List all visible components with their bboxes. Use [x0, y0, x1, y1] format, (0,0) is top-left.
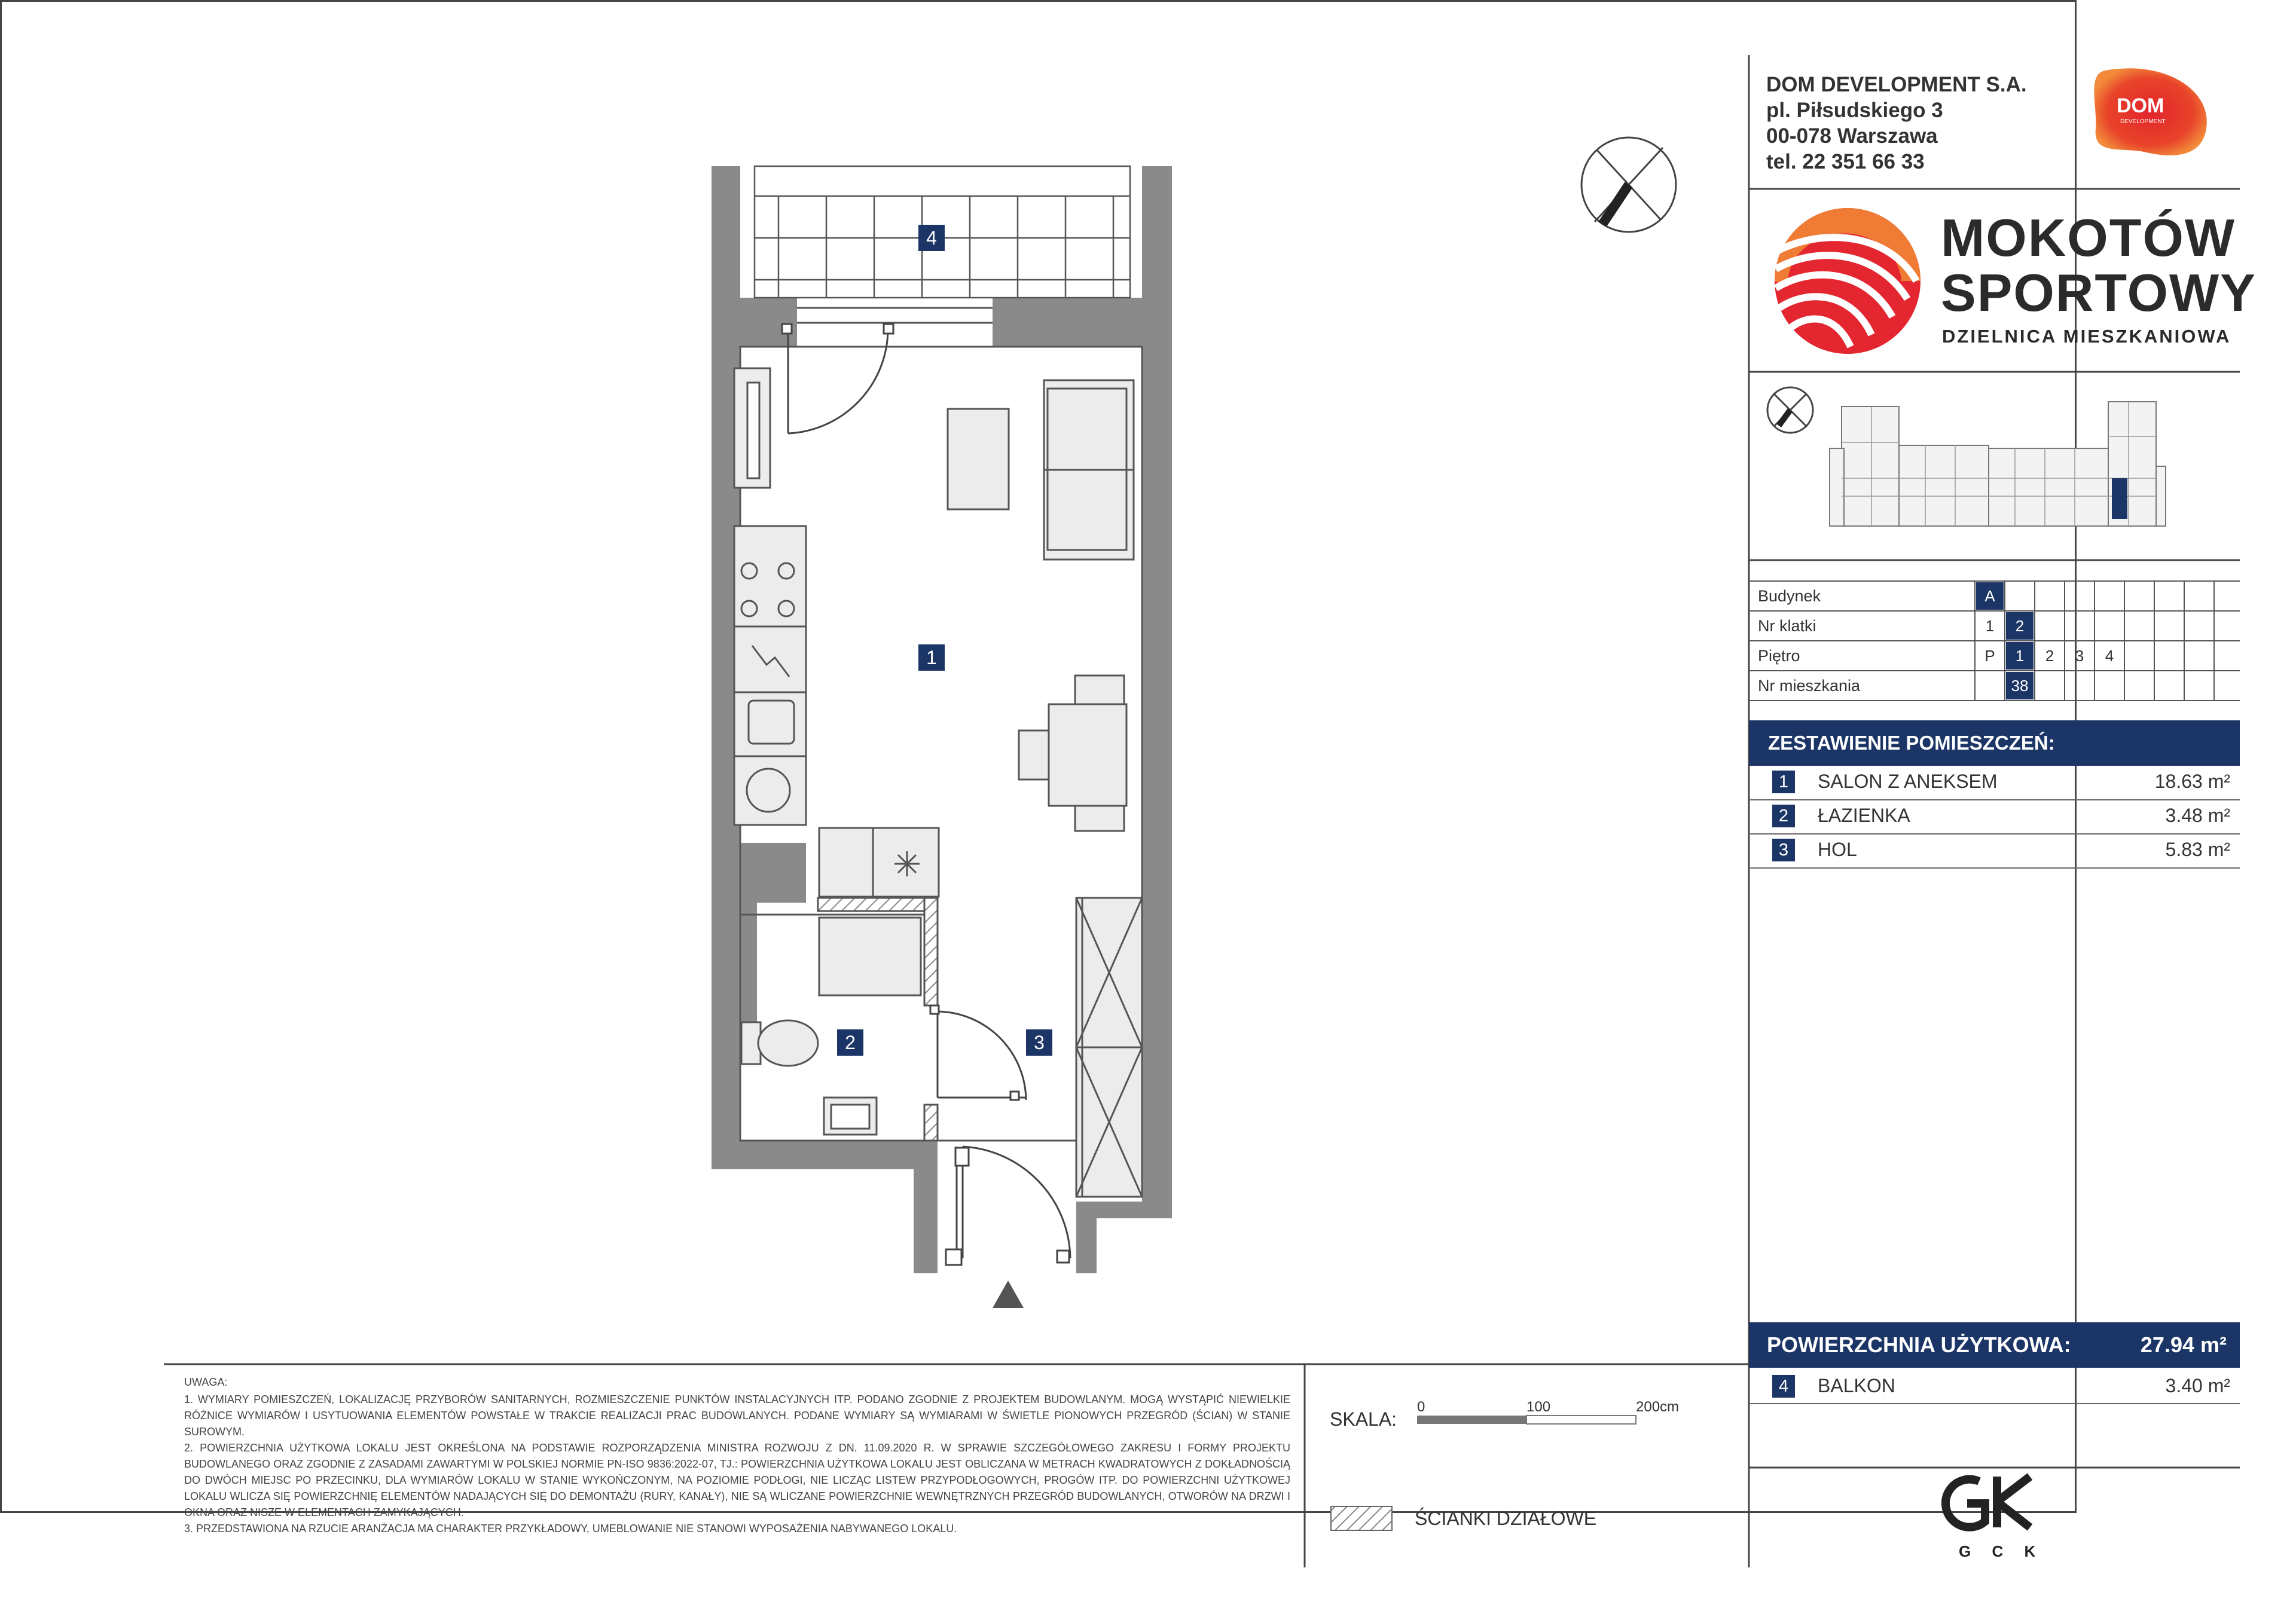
- partition-wall-swatch: [1331, 1506, 1392, 1530]
- balcony-number: 4: [1772, 1375, 1795, 1398]
- dom-logo-text: DOM: [2117, 94, 2164, 117]
- plan-label-balcony: 4: [918, 225, 945, 251]
- usable-area-label: POWIERZCHNIA UŻYTKOWA:: [1767, 1332, 2071, 1357]
- gck-logo-letters: G C K: [1959, 1542, 2044, 1560]
- info-building-a: A: [1976, 582, 2004, 610]
- hall-wardrobe: [1076, 898, 1142, 1197]
- keyplan-compass-icon: [1767, 387, 1813, 433]
- room-2-area: 3.48 m²: [2165, 805, 2230, 826]
- plan-label-bathroom: 2: [837, 1029, 863, 1056]
- room-1-number: 1: [1772, 771, 1795, 793]
- scale-label: SKALA:: [1330, 1408, 1397, 1430]
- bathroom-fixtures: [741, 898, 938, 1141]
- info-label-staircase: Nr klatki: [1758, 617, 1816, 635]
- scale-tick-200: 200cm: [1636, 1399, 1680, 1415]
- note-1: 1. WYMIARY POMIESZCZEŃ, LOKALIZACJĘ PRZYBORÓW SANITARNYCH, ROZMIESZCZENIE PUNKTÓW INSTALACYJNYCH ITP. PODANO ZGODNIE Z PROJEKTEM BUDOWLANYM. MOGĄ WYSTĄPIĆ NIEWIELKIE RÓŻNICE WYMIARÓW I USYTUOWANIA ELEMENTÓW POWSTAŁE W TRAKCIE REALIZACJI PRAC BUDOWLANYCH. PODANE WYMIARY SĄ WYMIARAMI W ŚWIETLE PIONOWYCH PRZEGRÓD (ŚCIAN) W STANIE SUROWYM.: [184, 1393, 1290, 1438]
- room-2-number: 2: [1772, 805, 1795, 827]
- room-3-name: HOL: [1818, 839, 1857, 860]
- kitchen-counter: [734, 368, 939, 897]
- legend-partition-label: ŚCIANKI DZIAŁOWE: [1415, 1508, 1597, 1529]
- dom-logo-subtext: DEVELOPMENT: [2120, 118, 2166, 125]
- mokotow-sportowy-logo: [1775, 208, 1921, 354]
- info-label-building: Budynek: [1758, 587, 1821, 605]
- usable-area-value: 27.94 m²: [2140, 1332, 2227, 1357]
- scale-tick-0: 0: [1417, 1399, 1425, 1415]
- info-staircase-1: 1: [1985, 616, 1995, 635]
- info-staircase-2: 2: [2006, 612, 2034, 640]
- balcony-door: [782, 324, 893, 433]
- notes-title: UWAGA:: [184, 1376, 228, 1388]
- scale-tick-100: 100: [1526, 1399, 1551, 1415]
- keyplan-building: [1830, 402, 2166, 526]
- gck-logo: [1946, 1477, 2030, 1527]
- compass-icon: [1581, 137, 1676, 232]
- balcony-name: BALKON: [1818, 1375, 1895, 1396]
- info-floor-2: 2: [2045, 646, 2054, 665]
- room-1-area: 18.63 m²: [2154, 771, 2230, 792]
- company-street: pl. Piłsudskiego 3: [1766, 99, 1943, 122]
- company-phone: tel. 22 351 66 33: [1766, 150, 1925, 173]
- info-apartment-38: 38: [2006, 672, 2034, 699]
- note-2: 2. POWIERZCHNIA UŻYTKOWA LOKALU JEST OKREŚLONA NA PODSTAWIE ROZPORZĄDZENIA MINISTRA ROZWOJU Z DN. 11.09.2020 R. W SPRAWIE SZCZEGÓŁOWEGO ZAKRESU I FORMY PROJEKTU BUDOWLANEGO ORAZ ZGODNIE Z ZASADAMI ZAWARTYMI W POLSKIEJ NORMIE PN-ISO 9836:2022-07, TJ.: POWIERZCHNIA UŻYTKOWA LOKALU JEST OBLICZANA W METRACH KWADRATOWYCH Z DOKŁADNOŚCIĄ DO DWÓCH MIEJSC PO PRZECINKU, DLA WYMIARÓW LOKALU W STANIE WYKOŃCZONYM, NA POZIOMIE PODŁOGI, NIE LICZĄC LISTEW PRZYPODŁOGOWYCH, PROGÓW ITP. DO POWIERZCHNI UŻYTKOWEJ LOKALU WLICZA SIĘ POWIERZCHNIĘ ELEMENTÓW NADAJĄCYCH SIĘ DO DEMONTAŻU (RURY, KANAŁY), NIE SĄ WLICZANE POWIERZCHNIE WEWNĘTRZNYCH PRZEGRÓD BUDOWLANYCH, OTWORÓW NA DRZWI I OKNA ORAZ NISZE W ELEMENTACH ZAMYKAJĄCYCH.: [184, 1442, 1290, 1518]
- plan-label-living: 1: [918, 644, 945, 671]
- company-name: DOM DEVELOPMENT S.A.: [1766, 73, 2027, 96]
- info-floor-1: 1: [2006, 642, 2034, 670]
- info-label-apartment: Nr mieszkania: [1758, 677, 1861, 695]
- info-floor-p: P: [1984, 646, 1995, 665]
- balcony-area: 3.40 m²: [2165, 1375, 2230, 1396]
- room-2-name: ŁAZIENKA: [1818, 805, 1910, 826]
- room-3-number: 3: [1772, 839, 1795, 861]
- entrance-arrow-icon: [993, 1280, 1024, 1308]
- info-label-floor: Piętro: [1758, 647, 1800, 665]
- project-title-line2: SPORTOWY: [1941, 263, 2257, 322]
- plan-label-hall: 3: [1026, 1029, 1052, 1056]
- project-title-line1: MOKOTÓW: [1941, 208, 2236, 267]
- note-3: 3. PRZEDSTAWIONA NA RZUCIE ARANŻACJA MA CHARAKTER PRZYKŁADOWY, UMEBLOWANIE NIE STANOWI WYPOSAŻENIA NABYWANEGO LOKALU.: [184, 1523, 957, 1535]
- living-furniture: [948, 380, 1134, 831]
- rooms-header: ZESTAWIENIE POMIESZCZEŃ:: [1749, 720, 2240, 766]
- room-3-area: 5.83 m²: [2165, 839, 2230, 860]
- scale-bar: [1417, 1416, 1636, 1424]
- company-city: 00-078 Warszawa: [1766, 124, 1938, 148]
- room-list-lines: [1749, 800, 2240, 1404]
- info-floor-3: 3: [2075, 646, 2084, 665]
- room-1-name: SALON Z ANEKSEM: [1818, 771, 1998, 792]
- project-subtitle: DZIELNICA MIESZKANIOWA: [1942, 326, 2231, 347]
- usable-area-bar: [1749, 1322, 2240, 1368]
- info-floor-4: 4: [2105, 646, 2114, 665]
